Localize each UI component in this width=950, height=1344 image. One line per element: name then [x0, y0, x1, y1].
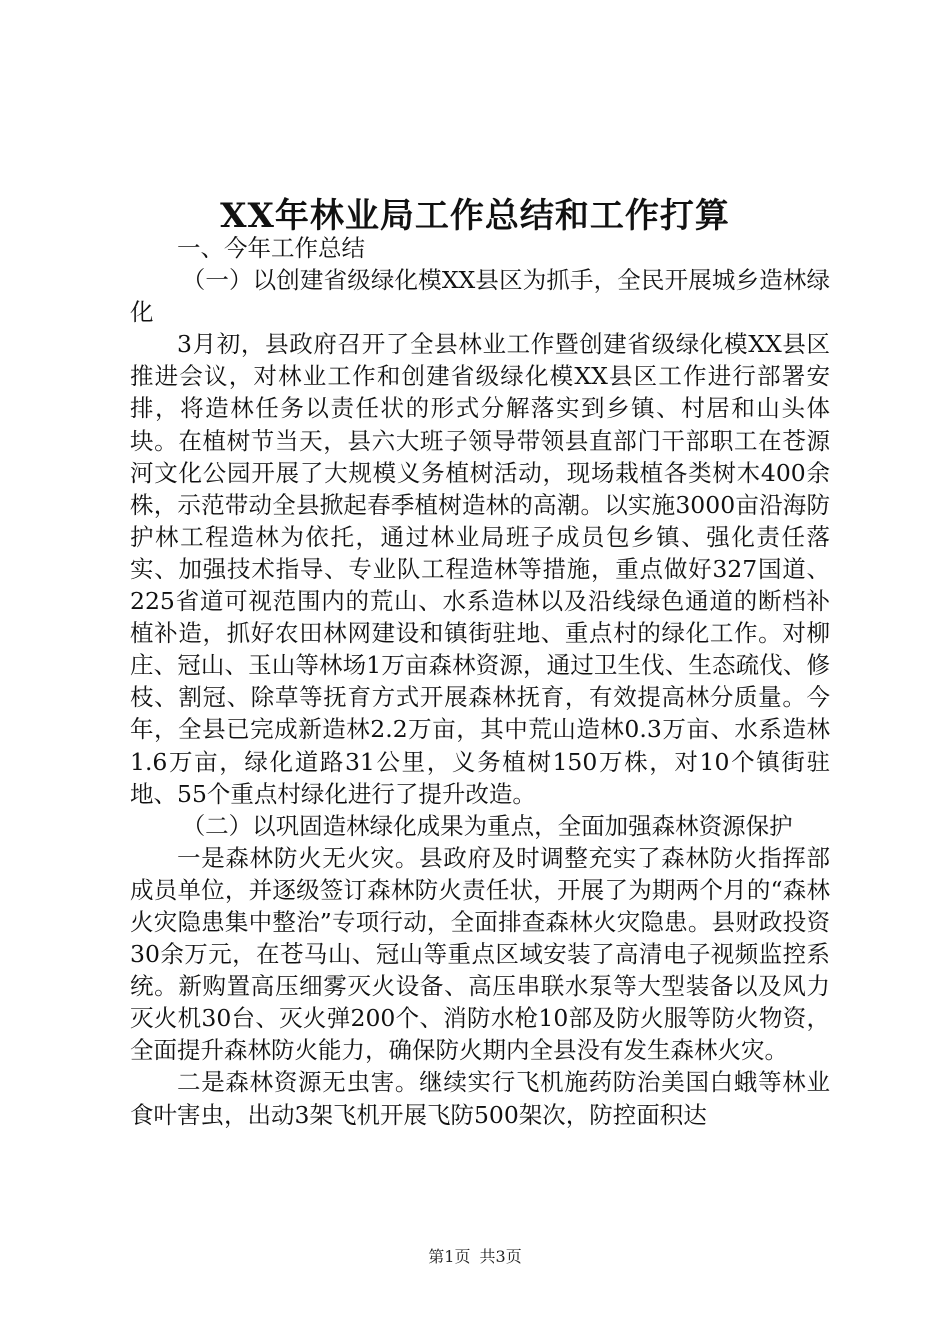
- page-number: 第1页: [428, 1247, 471, 1266]
- page-footer: [0, 1244, 950, 1267]
- body-paragraph: 3月初，县政府召开了全县林业工作暨创建省级绿化模XX县区推进会议，对林业工作和创建省级绿化模XX县区工作进行部署安排，将造林任务以责任状的形式分解落实到乡镇、村居和山头体块。在植树节当天，县六大班子领导带领县直部门干部职工在苍源河文化公园开展了大规模义务植树活动，现场栽植各类树木400余株，示范带动全县掀起春季植树造林的高潮。以实施3000亩沿海防护林工程造林为依托，通过林业局班子成员包乡镇、强化责任落实、加强技术指导、专业队工程造林等措施，重点做好327国道、225省道可视范围内的荒山、水系造林以及沿线绿色通道的断档补植补造，抓好农田林网建设和镇街驻地、重点村的绿化工作。对柳庄、冠山、玉山等林场1万亩森林资源，通过卫生伐、生态疏伐、修枝、割冠、除草等抚育方式开展森林抚育，有效提高林分质量。今年，全县已完成新造林2.2万亩，其中荒山造林0.3万亩、水系造林1.6万亩，绿化道路31公里，义务植树150万株，对10个镇街驻地、55个重点村绿化进行了提升改造。: [130, 330, 830, 808]
- document-body: [130, 232, 830, 1131]
- subsection-heading: （一）以创建省级绿化模XX县区为抓手，全民开展城乡造林绿化: [130, 266, 830, 327]
- body-paragraph: 一是森林防火无火灾。县政府及时调整充实了森林防火指挥部成员单位，并逐级签订森林防火责任状，开展了为期两个月的“森林火灾隐患集中整治”专项行动，全面排查森林火灾隐患。县财政投资30余万元，在苍马山、冠山等重点区域安装了高清电子视频监控系统。新购置高压细雾灭火设备、高压串联水泵等大型装备以及风力灭火机30台、灭火弹200个、消防水枪10部及防火服等防火物资，全面提升森林防火能力，确保防火期内全县没有发生森林火灾。: [130, 843, 830, 1065]
- document-title: XX年林业局工作总结和工作打算: [220, 196, 730, 236]
- section-heading: 一、今年工作总结: [177, 234, 365, 262]
- body-paragraph: 二是森林资源无虫害。继续实行飞机施药防治美国白蛾等林业食叶害虫，出动3架飞机开展飞防500架次，防控面积达: [130, 1068, 830, 1129]
- subsection-heading: （二）以巩固造林绿化成果为重点，全面加强森林资源保护: [181, 811, 793, 840]
- page-total: 共3页: [479, 1247, 522, 1266]
